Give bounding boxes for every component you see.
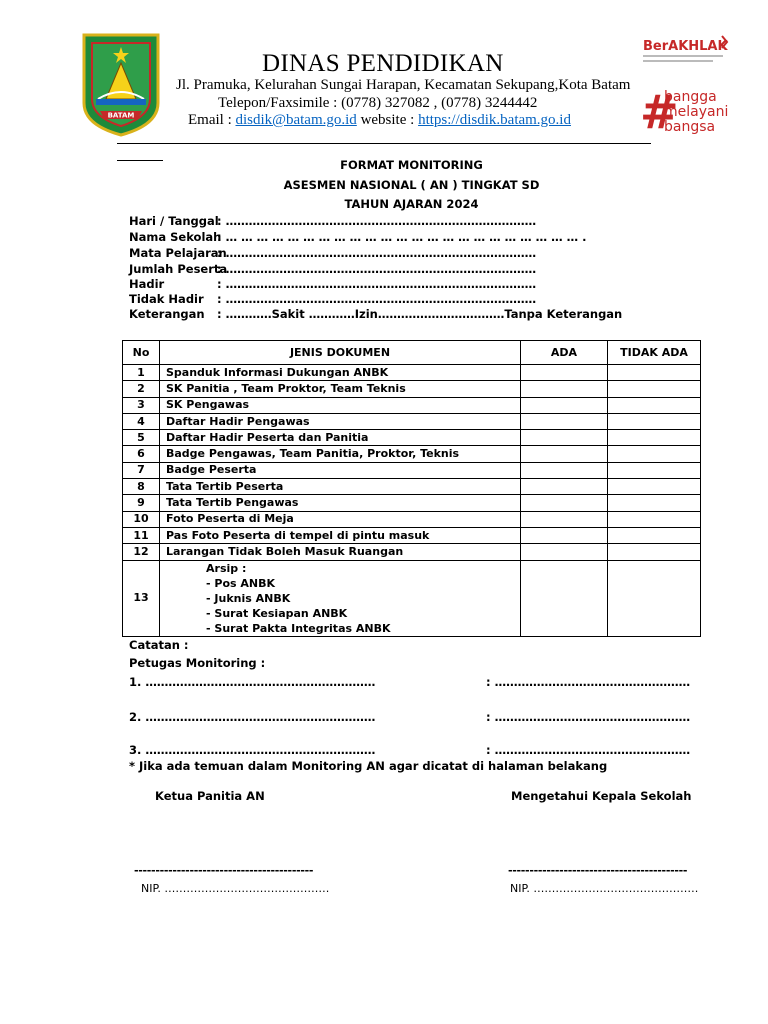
- field-label: Mata Pelajaran: [129, 246, 227, 260]
- row-doc: Badge Pengawas, Team Panitia, Proktor, Teknis: [160, 446, 521, 462]
- kepala-sekolah-label: Mengetahui Kepala Sekolah: [511, 789, 692, 803]
- row-doc: Larangan Tidak Boleh Masuk Ruangan: [160, 544, 521, 560]
- row-no: 4: [123, 413, 160, 429]
- check-tidak-ada-cell[interactable]: [608, 365, 701, 381]
- table-row: [123, 381, 701, 397]
- field-label: Jumlah Peserta: [129, 262, 228, 276]
- title-tahun-ajaran: TAHUN AJARAN 2024: [344, 197, 479, 211]
- header-ada: ADA: [521, 341, 608, 365]
- check-ada-cell[interactable]: [521, 479, 608, 495]
- title-asesmen: ASESMEN NASIONAL ( AN ) TINGKAT SD: [283, 178, 540, 192]
- petugas-1-signature-field[interactable]: : ……………………………………………: [486, 675, 691, 689]
- row-no: 6: [123, 446, 160, 462]
- agency-contact-line: [188, 112, 571, 129]
- table-row: [123, 462, 701, 478]
- signature-line-right[interactable]: ------------------------------------------: [508, 864, 688, 877]
- row-no: 1: [123, 365, 160, 381]
- field-blank: : ………………………………………………………………………: [217, 277, 537, 291]
- berakhlak-logo: [641, 30, 731, 68]
- table-row-arsip: [123, 560, 701, 636]
- header-tidak-ada: TIDAK ADA: [608, 341, 701, 365]
- field-label: Nama Sekolah: [129, 230, 222, 244]
- check-ada-cell[interactable]: [521, 560, 608, 636]
- check-tidak-ada-cell[interactable]: [608, 413, 701, 429]
- arsip-line: Arsip :: [206, 561, 247, 575]
- field-label: Hari / Tanggal: [129, 214, 219, 228]
- table-row: [123, 446, 701, 462]
- field-nama-sekolah[interactable]: [129, 230, 587, 244]
- check-tidak-ada-cell[interactable]: [608, 397, 701, 413]
- svg-text:bangga: bangga: [664, 89, 717, 105]
- catatan-label: Catatan :: [129, 638, 189, 652]
- check-ada-cell[interactable]: [521, 446, 608, 462]
- check-tidak-ada-cell[interactable]: [608, 381, 701, 397]
- row-doc: Daftar Hadir Pengawas: [160, 413, 521, 429]
- check-tidak-ada-cell[interactable]: [608, 430, 701, 446]
- svg-text:BerAKHLAK: BerAKHLAK: [643, 39, 728, 54]
- table-row: [123, 479, 701, 495]
- petugas-3-name-field[interactable]: 3. ……………………………………………………: [129, 743, 376, 757]
- table-row: [123, 397, 701, 413]
- check-ada-cell[interactable]: [521, 462, 608, 478]
- svg-text:BATAM: BATAM: [107, 111, 135, 120]
- signature-line-left[interactable]: ------------------------------------------: [134, 864, 314, 877]
- field-hadir[interactable]: [129, 277, 536, 291]
- table-header-row: [123, 341, 701, 365]
- petugas-2-signature-field[interactable]: : ……………………………………………: [486, 710, 691, 724]
- check-ada-cell[interactable]: [521, 413, 608, 429]
- check-tidak-ada-cell[interactable]: [608, 462, 701, 478]
- row-no: 5: [123, 430, 160, 446]
- row-doc-arsip: [160, 560, 521, 636]
- row-no: 2: [123, 381, 160, 397]
- check-tidak-ada-cell[interactable]: [608, 560, 701, 636]
- field-blank: : …………Sakit …………Izin……………………………Tanpa Keterangan: [217, 307, 623, 321]
- table-row: [123, 511, 701, 527]
- field-blank: : ………………………………………………………………………: [217, 292, 537, 306]
- petugas-1-name-field[interactable]: 1. ……………………………………………………: [129, 675, 376, 689]
- check-ada-cell[interactable]: [521, 511, 608, 527]
- check-tidak-ada-cell[interactable]: [608, 511, 701, 527]
- field-keterangan[interactable]: [129, 307, 622, 321]
- row-doc: Tata Tertib Peserta: [160, 479, 521, 495]
- row-doc: Foto Peserta di Meja: [160, 511, 521, 527]
- check-ada-cell[interactable]: [521, 430, 608, 446]
- row-no: 11: [123, 527, 160, 543]
- agency-address: Jl. Pramuka, Kelurahan Sungai Harapan, Kecamatan Sekupang,Kota Batam: [176, 77, 631, 93]
- table-row: [123, 495, 701, 511]
- petugas-3-signature-field[interactable]: : ……………………………………………: [486, 743, 691, 757]
- check-tidak-ada-cell[interactable]: [608, 479, 701, 495]
- ketua-panitia-label: Ketua Panitia AN: [155, 789, 265, 803]
- header-no: No: [123, 341, 160, 365]
- petugas-monitoring-label: Petugas Monitoring :: [129, 656, 266, 670]
- field-hari-tanggal[interactable]: [129, 214, 536, 228]
- svg-text:#: #: [640, 85, 679, 136]
- website-link[interactable]: https://disdik.batam.go.id: [418, 112, 571, 128]
- check-tidak-ada-cell[interactable]: [608, 527, 701, 543]
- table-row: [123, 413, 701, 429]
- check-ada-cell[interactable]: [521, 495, 608, 511]
- row-doc: SK Pengawas: [160, 397, 521, 413]
- arsip-line: - Surat Pakta Integritas ANBK: [206, 621, 391, 635]
- check-tidak-ada-cell[interactable]: [608, 544, 701, 560]
- row-doc: Tata Tertib Pengawas: [160, 495, 521, 511]
- row-no: 7: [123, 462, 160, 478]
- arsip-line: - Surat Kesiapan ANBK: [206, 606, 348, 620]
- row-no: 10: [123, 511, 160, 527]
- field-label: Keterangan: [129, 307, 205, 321]
- svg-text:melayani: melayani: [664, 104, 729, 120]
- nip-left-field[interactable]: NIP. ………………………………………: [141, 882, 330, 895]
- field-blank: : ………………………………………………………………………: [217, 214, 537, 228]
- check-ada-cell[interactable]: [521, 381, 608, 397]
- document-checklist-table: [122, 340, 701, 637]
- website-label: website :: [356, 112, 419, 128]
- row-no: 13: [123, 560, 160, 636]
- check-ada-cell[interactable]: [521, 397, 608, 413]
- row-no: 3: [123, 397, 160, 413]
- row-no: 8: [123, 479, 160, 495]
- row-doc: Badge Peserta: [160, 462, 521, 478]
- email-label: Email :: [188, 112, 236, 128]
- field-tidak-hadir[interactable]: [129, 292, 536, 306]
- header-jenis-dokumen: JENIS DOKUMEN: [160, 341, 521, 365]
- check-tidak-ada-cell[interactable]: [608, 446, 701, 462]
- batam-city-logo: [82, 33, 160, 137]
- table-row: [123, 527, 701, 543]
- table-row: [123, 365, 701, 381]
- agency-phone: Telepon/Faxsimile : (0778) 327082 , (0778) 3244442: [218, 95, 538, 111]
- field-blank: : ………………………………………………………………………: [217, 262, 537, 276]
- field-mata-pelajaran[interactable]: [129, 246, 536, 260]
- row-no: 9: [123, 495, 160, 511]
- check-ada-cell[interactable]: [521, 365, 608, 381]
- title-format-monitoring: FORMAT MONITORING: [340, 158, 483, 172]
- row-no: 12: [123, 544, 160, 560]
- row-doc: SK Panitia , Team Proktor, Team Teknis: [160, 381, 521, 397]
- petugas-2-name-field[interactable]: 2. ……………………………………………………: [129, 710, 376, 724]
- check-ada-cell[interactable]: [521, 527, 608, 543]
- svg-text:bangsa: bangsa: [664, 119, 716, 135]
- field-label: Tidak Hadir: [129, 292, 204, 306]
- row-doc: Daftar Hadir Peserta dan Panitia: [160, 430, 521, 446]
- check-ada-cell[interactable]: [521, 544, 608, 560]
- field-blank: : ………………………………………………………………………: [217, 246, 537, 260]
- nip-right-field[interactable]: NIP. ………………………………………: [510, 882, 699, 895]
- email-link[interactable]: disdik@batam.go.id: [235, 112, 357, 128]
- footnote: * Jika ada temuan dalam Monitoring AN agar dicatat di halaman belakang: [129, 759, 608, 773]
- arsip-line: - Juknis ANBK: [206, 591, 291, 605]
- letterhead-divider: [117, 143, 651, 144]
- row-doc: Spanduk Informasi Dukungan ANBK: [160, 365, 521, 381]
- arsip-line: - Pos ANBK: [206, 576, 276, 590]
- table-row: [123, 544, 701, 560]
- agency-name: DINAS PENDIDIKAN: [262, 50, 504, 77]
- row-doc: Pas Foto Peserta di tempel di pintu masuk: [160, 527, 521, 543]
- bangga-melayani-bangsa-logo: [640, 84, 732, 136]
- field-label: Hadir: [129, 277, 165, 291]
- table-row: [123, 430, 701, 446]
- check-tidak-ada-cell[interactable]: [608, 495, 701, 511]
- field-blank: : … … … … … … … … … … … … … … … … … … … … … … … .: [217, 230, 587, 244]
- field-jumlah-peserta[interactable]: [129, 262, 536, 276]
